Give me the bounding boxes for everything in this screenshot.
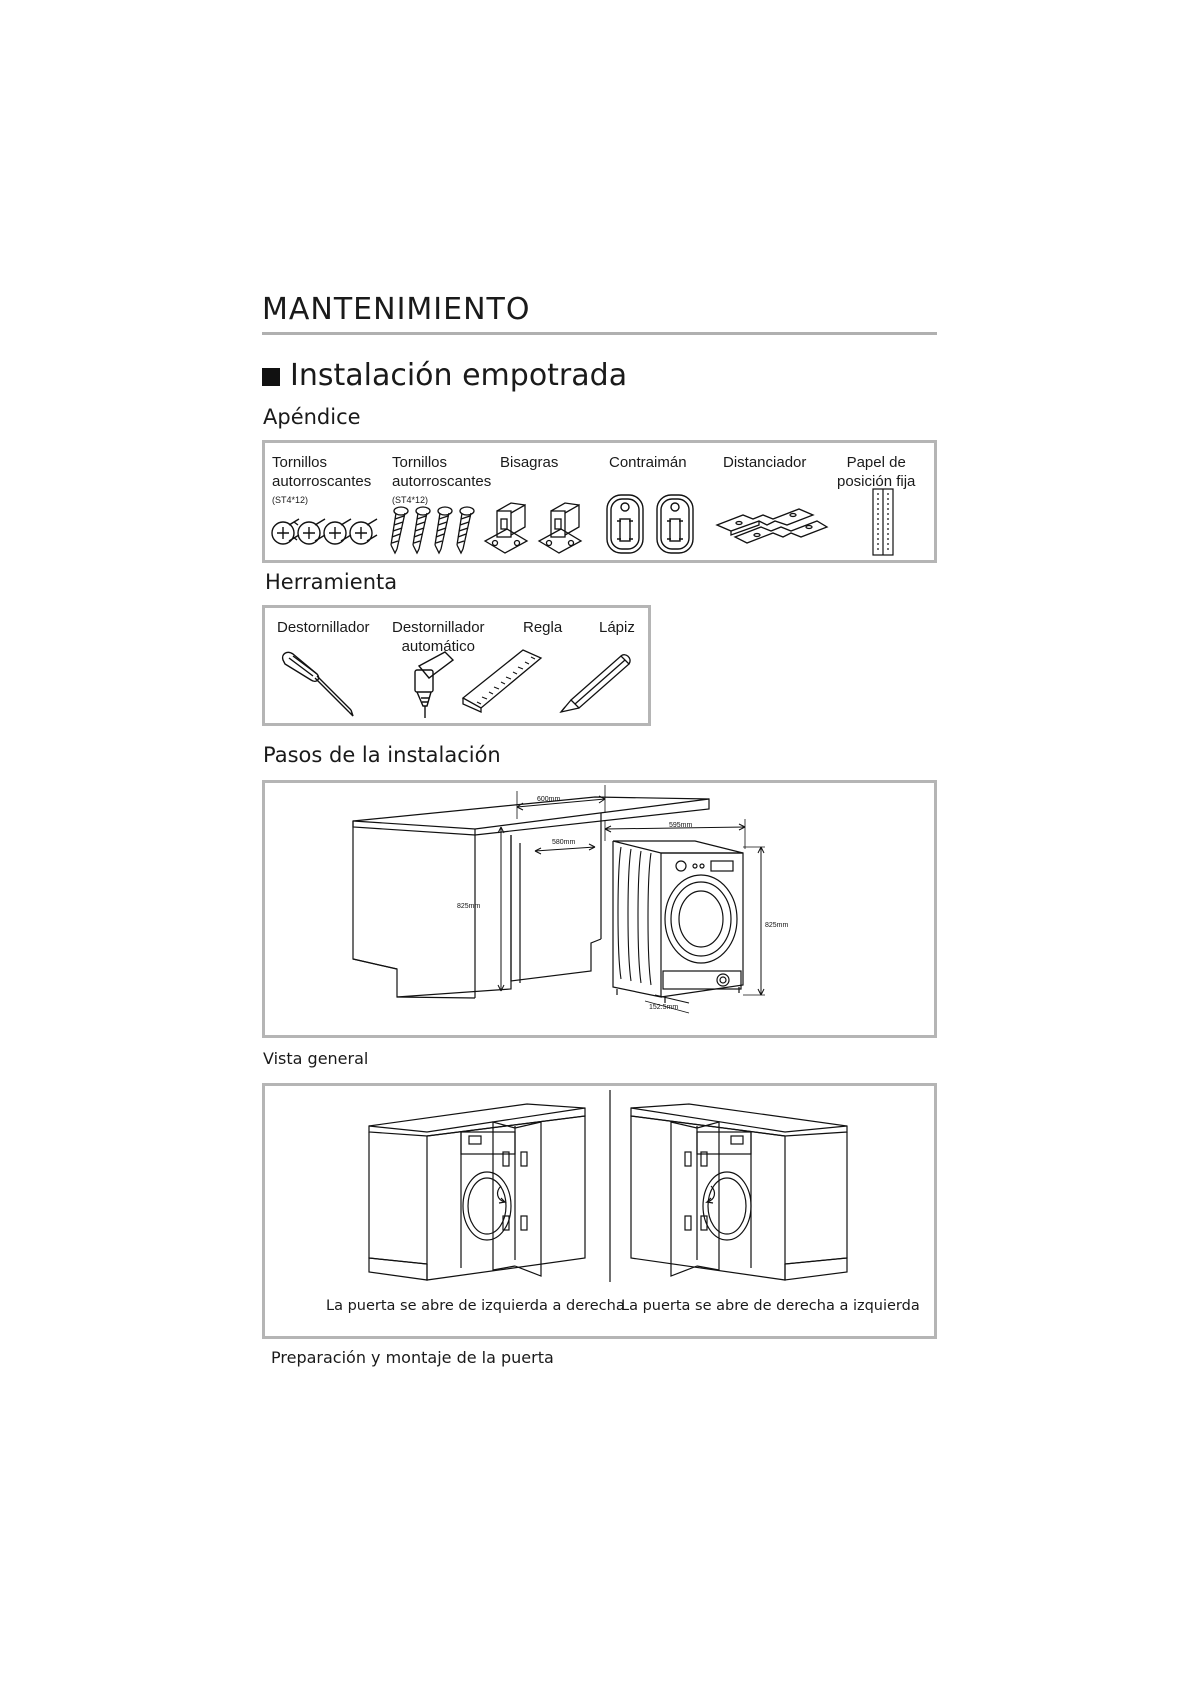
- overview-diagram: [265, 783, 934, 1035]
- section-bullet-icon: [262, 368, 280, 386]
- spacer-icon: [713, 503, 833, 553]
- appendix-heading: Apéndice: [263, 405, 361, 429]
- section-title: Instalación empotrada: [290, 358, 628, 393]
- screwdriver-label: Destornillador: [277, 619, 370, 636]
- dim-825-left-label: 825mm: [457, 903, 481, 910]
- hinge-icon: [481, 497, 589, 559]
- magnet-label: Contraimán: [609, 454, 687, 471]
- door-right-caption: La puerta se abre de derecha a izquierda: [621, 1298, 920, 1314]
- steps-heading: Pasos de la instalación: [263, 743, 501, 767]
- dim-600-label: 600mm: [537, 796, 561, 803]
- self-tapping-screw-icon: [387, 505, 477, 557]
- counter-magnet-icon: [603, 491, 703, 559]
- door-box: [262, 1083, 937, 1339]
- overview-box: [262, 780, 937, 1038]
- appendix-box: [262, 440, 937, 563]
- paper-label: Papel de posición fija: [837, 454, 916, 490]
- spacer-label: Distanciador: [723, 454, 807, 471]
- tools-heading: Herramienta: [265, 570, 398, 594]
- auto-screwdriver-label: Destornillador automático: [392, 619, 485, 655]
- dim-595-label: 595mm: [669, 822, 693, 829]
- pencil-icon: [557, 650, 637, 714]
- overview-caption: Vista general: [263, 1049, 369, 1068]
- fixing-paper-icon: [869, 487, 899, 561]
- door-left-caption: La puerta se abre de izquierda a derecha: [326, 1298, 625, 1314]
- hinges-label: Bisagras: [500, 454, 559, 471]
- dim-152-label: 152.5mm: [649, 1004, 679, 1011]
- auto-screwdriver-icon: [405, 648, 465, 722]
- screwdriver-icon: [279, 650, 359, 718]
- pencil-label: Lápiz: [599, 619, 635, 636]
- dim-825-right-label: 825mm: [765, 922, 789, 929]
- screw2-label: Tornillos autorroscantes (ST4*12): [392, 454, 492, 505]
- title-divider: [262, 332, 937, 335]
- screw1-label: Tornillos autorroscantes (ST4*12): [272, 454, 372, 505]
- ruler-label: Regla: [523, 619, 563, 636]
- tools-box: [262, 605, 651, 726]
- ruler-icon: [461, 648, 545, 714]
- phillips-screw-icon: [269, 515, 379, 555]
- dim-580-label: 580mm: [552, 839, 576, 846]
- door-caption: Preparación y montaje de la puerta: [271, 1348, 554, 1367]
- page-title: MANTENIMIENTO: [262, 292, 531, 327]
